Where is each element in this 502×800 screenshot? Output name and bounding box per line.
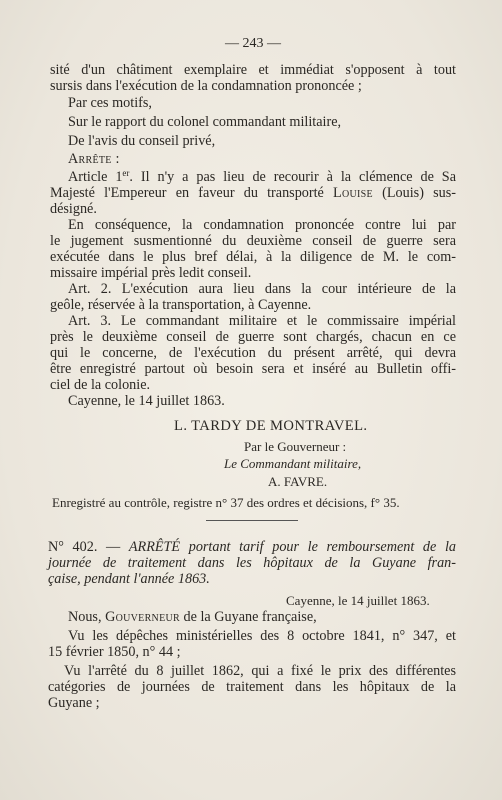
text-line: sursis dans l'exécution de la condamnation prononcée ; [50,78,362,94]
article-label: Article 1 [68,169,123,185]
text-line: Vu l'arrêté du 8 juillet 1862, qui a fixé le prix des différentes [64,663,456,679]
text-line: ciel de la colonie. [50,377,151,393]
date-line: Cayenne, le 14 juillet 1863. [68,393,225,409]
section-divider [206,520,298,521]
text-line [68,610,317,626]
text-line: sité d'un châtiment exemplaire et immédiat s'opposent à tout [50,62,456,78]
person-name: Louise [333,185,373,201]
page-number: — 243 — [225,36,281,51]
text-fragment: Nous, [68,609,106,625]
arrete-heading: Arrête : [68,151,120,167]
text-line: Vu les dépêches ministérielles des 8 octobre 1841, n° 347, et [68,628,456,644]
text-line: le jugement susmentionné du deuxième conseil de guerre sera [50,233,456,249]
text-fragment: (Louis) sus- [372,185,456,201]
text-fragment: de la Guyane française, [179,609,317,625]
signature-name: A. FAVRE. [268,474,328,489]
decree-date: Cayenne, le 14 juillet 1863. [286,593,430,608]
decree-title-line: çaise, pendant l'année 1863. [48,571,210,587]
text-fragment: Majesté l'Empereur en faveur du transporté [50,185,334,201]
text-line: Par ces motifs, [68,95,152,111]
signature-governor: L. TARDY DE MONTRAVEL. [174,418,368,434]
text-line: Art. 2. L'exécution aura lieu dans la cour intérieure de la [68,281,456,297]
text-line: missaire impérial près ledit conseil. [50,265,252,281]
decree-title-line [48,540,456,556]
decree-title: ARRÊTÉ portant tarif pour le remboursement de la [128,539,456,555]
text-line: catégories de journées de traitement dans les hôpitaux de la [48,679,456,695]
decree-title-line: journée de traitement dans les hôpitaux de la Guyane fran- [48,555,456,571]
decree-number: N° 402. — [48,539,129,555]
text-line: Guyane ; [48,695,100,711]
text-line: En conséquence, la condamnation prononcée contre lui par [68,217,456,233]
text-line: près le deuxième conseil de guerre sont chargés, chacun en ce [50,329,456,345]
text-line: désigné. [50,201,97,217]
title-word: Gouverneur [105,609,180,625]
text-line [68,170,456,186]
signature-intro: Par le Gouverneur : [244,439,347,454]
text-line: geôle, réservée à la transportation, à Cayenne. [50,297,312,313]
registration-note: Enregistré au contrôle, registre n° 37 des ordres et décisions, f° 35. [52,495,400,510]
text-line: être enregistré partout où besoin sera et inséré au Bulletin offi- [50,361,456,377]
signature-role: Le Commandant militaire, [224,456,362,471]
text-line: exécutée dans le plus bref délai, à la diligence de M. le com- [50,249,456,265]
text-fragment: . Il n'y a pas lieu de recourir à la clémence de Sa [129,169,456,185]
text-line: qui le concerne, de l'exécution du présent arrêté, qui devra [50,345,456,361]
text-line: De l'avis du conseil privé, [68,133,216,149]
text-line: 15 février 1850, n° 44 ; [48,644,181,660]
text-line [50,186,456,202]
article-sup: er [122,168,130,178]
text-line: Art. 3. Le commandant militaire et le commissaire impérial [68,313,456,329]
text-line: Sur le rapport du colonel commandant militaire, [68,114,342,130]
